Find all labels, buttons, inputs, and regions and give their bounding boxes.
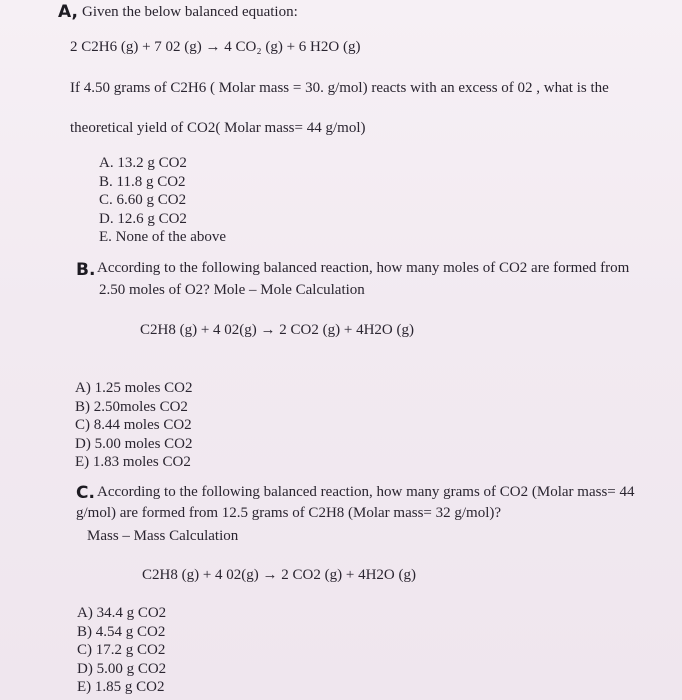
question-c-option: A) 34.4 g CO2 [77, 605, 167, 621]
question-b-option: C) 8.44 moles CO2 [75, 417, 192, 433]
question-a-option: A. 13.2 g CO2 [99, 155, 187, 171]
question-a-stem-line2: theoretical yield of CO2( Molar mass= 44 g/mol) [70, 120, 366, 136]
question-b-option: E) 1.83 moles CO2 [75, 454, 191, 470]
question-b-stem-line2: 2.50 moles of O2? Mole – Mole Calculation [99, 282, 365, 298]
question-c-equation: C2H8 (g) + 4 02(g) → 2 CO2 (g) + 4H2O (g) [142, 567, 416, 583]
question-c-stem-line2: g/mol) are formed from 12.5 grams of C2H8 (Molar mass= 32 g/mol)? [76, 505, 502, 521]
question-b-options [75, 379, 193, 472]
question-b-option: A) 1.25 moles CO2 [75, 380, 193, 396]
question-a-option: B. 11.8 g CO2 [99, 173, 186, 190]
question-a-intro: Given the below balanced equation: [82, 4, 298, 20]
question-a-equation: 2 C2H6 (g) + 7 02 (g) → 4 CO₂ (g) + 6 H2O (g) [70, 39, 361, 55]
question-a-options [99, 154, 226, 247]
question-c-stem-line3: Mass – Mass Calculation [87, 528, 239, 544]
question-b-equation: C2H8 (g) + 4 02(g) → 2 CO2 (g) + 4H2O (g) [140, 322, 414, 338]
question-c-option: D) 5.00 g CO2 [77, 660, 167, 677]
question-b-stem-line1: According to the following balanced reaction, how many moles of CO2 are formed from [97, 260, 630, 276]
question-c-option: B) 4.54 g CO2 [77, 623, 166, 640]
question-c-stem-line1: According to the following balanced reaction, how many grams of CO2 (Molar mass= 44 [97, 484, 635, 500]
question-b-option: D) 5.00 moles CO2 [75, 435, 193, 452]
question-a-option: D. 12.6 g CO2 [99, 210, 187, 227]
question-b-option: B) 2.50moles CO2 [75, 398, 188, 415]
question-a-option: C. 6.60 g CO2 [99, 192, 187, 208]
question-a-option: E. None of the above [99, 229, 227, 245]
question-b-marker: B. [76, 260, 96, 280]
question-a-marker: A, [58, 2, 78, 22]
question-c-options [77, 604, 166, 697]
question-a-stem-line1: If 4.50 grams of C2H6 ( Molar mass = 30. g/mol) reacts with an excess of 02 , what is the [70, 80, 609, 96]
question-c-marker: C. [76, 483, 95, 503]
question-c-option: C) 17.2 g CO2 [77, 642, 166, 658]
question-c-option: E) 1.85 g CO2 [77, 679, 165, 695]
